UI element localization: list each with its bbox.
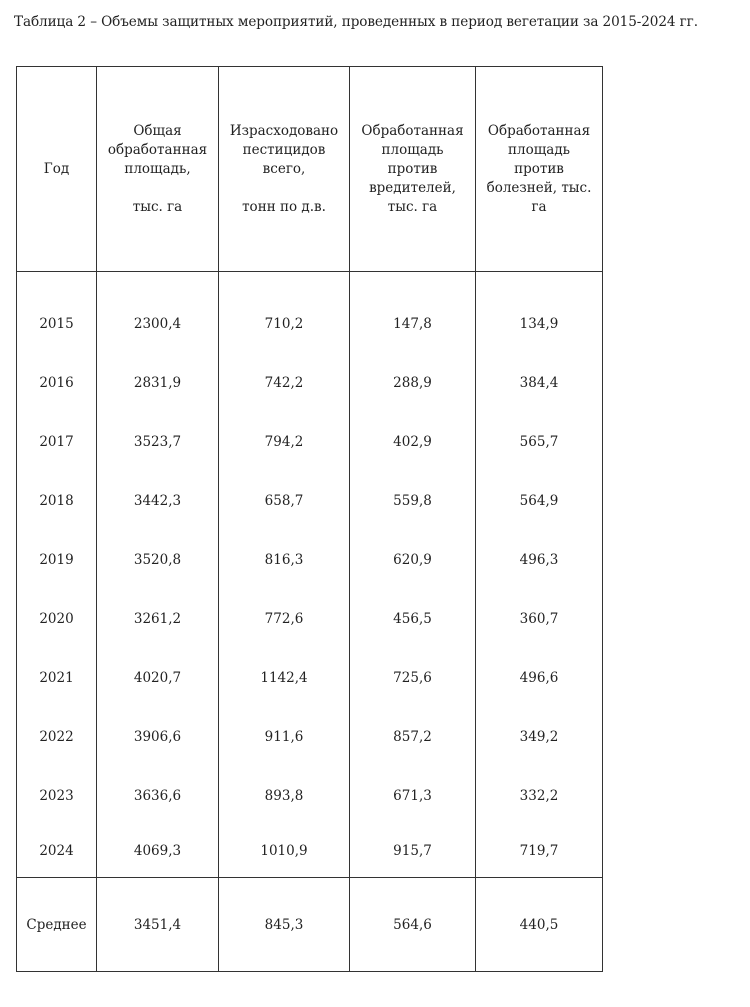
header-line: тонн по д.в.: [242, 198, 326, 215]
header-line: площадь,: [124, 160, 191, 177]
cell-pests-area: 620,9: [350, 531, 476, 590]
cell-pests-area: 915,7: [350, 825, 476, 878]
cell-total-area: 2831,9: [97, 354, 219, 413]
table-row-2019: [17, 531, 603, 590]
cell-total-area: 3442,3: [97, 472, 219, 531]
cell-year: 2018: [17, 472, 97, 531]
table-row-2024: [17, 825, 603, 878]
data-table: [16, 66, 603, 972]
table-row-2023: [17, 766, 603, 825]
header-line: всего,: [262, 160, 306, 177]
cell-total-area: 3636,6: [97, 766, 219, 825]
cell-total-area: 3451,4: [97, 878, 219, 972]
cell-diseases-area: 440,5: [476, 878, 603, 972]
header-line: тыс. га: [132, 198, 183, 215]
header-line: Обработанная: [361, 122, 464, 139]
header-line: площадь: [381, 141, 444, 158]
cell-pests-area: 456,5: [350, 589, 476, 648]
cell-pesticides: 893,8: [219, 766, 350, 825]
cell-pesticides: 658,7: [219, 472, 350, 531]
table-row-2017: [17, 413, 603, 472]
spacer-cell: [350, 272, 476, 296]
cell-pesticides: 742,2: [219, 354, 350, 413]
header-line: против: [514, 160, 564, 177]
cell-year: 2023: [17, 766, 97, 825]
table-row-2016: [17, 354, 603, 413]
header-diseases-area: [476, 67, 603, 272]
table-row-2022: [17, 707, 603, 766]
header-gap: [101, 179, 214, 198]
cell-year: 2019: [17, 531, 97, 590]
cell-year: 2015: [17, 295, 97, 354]
header-total-area: [97, 67, 219, 272]
cell-pesticides: 710,2: [219, 295, 350, 354]
cell-year: 2024: [17, 825, 97, 878]
cell-total-area: 3906,6: [97, 707, 219, 766]
cell-pesticides: 794,2: [219, 413, 350, 472]
cell-pesticides: 845,3: [219, 878, 350, 972]
cell-pests-area: 564,6: [350, 878, 476, 972]
header-line: Обработанная: [487, 122, 591, 139]
cell-year: 2020: [17, 589, 97, 648]
header-line: Общая: [133, 122, 182, 139]
cell-diseases-area: 564,9: [476, 472, 603, 531]
table-caption: Таблица 2 – Объемы защитных мероприятий, проведенных в период вегетации за 2015-2024 гг.: [14, 14, 698, 30]
header-line: площадь: [508, 141, 570, 158]
header-line: обработанная: [107, 141, 208, 158]
cell-diseases-area: 496,6: [476, 648, 603, 707]
cell-total-area: 3523,7: [97, 413, 219, 472]
cell-pests-area: 402,9: [350, 413, 476, 472]
header-line: вредителей,: [369, 179, 456, 196]
cell-total-area: 3520,8: [97, 531, 219, 590]
cell-year: 2016: [17, 354, 97, 413]
cell-year: 2017: [17, 413, 97, 472]
cell-year: 2021: [17, 648, 97, 707]
spacer-row: [17, 272, 603, 296]
spacer-cell: [476, 272, 603, 296]
cell-diseases-area: 360,7: [476, 589, 603, 648]
cell-diseases-area: 384,4: [476, 354, 603, 413]
table-row-average: [17, 878, 603, 972]
cell-pests-area: 559,8: [350, 472, 476, 531]
cell-pests-area: 857,2: [350, 707, 476, 766]
cell-diseases-area: 134,9: [476, 295, 603, 354]
header-gap: [223, 179, 345, 198]
header-line: болезней, тыс.: [486, 179, 592, 196]
spacer-cell: [219, 272, 350, 296]
header-line: пестицидов: [242, 141, 326, 158]
cell-average-label: Среднее: [17, 878, 97, 972]
cell-pesticides: 1010,9: [219, 825, 350, 878]
header-line: тыс. га: [387, 198, 438, 215]
cell-pesticides: 1142,4: [219, 648, 350, 707]
header-row: [17, 67, 603, 272]
cell-pesticides: 911,6: [219, 707, 350, 766]
header-line: Израсходовано: [229, 122, 339, 139]
header-line: Год: [43, 160, 70, 177]
cell-pesticides: 772,6: [219, 589, 350, 648]
header-pests-area: [350, 67, 476, 272]
header-year: [17, 67, 97, 272]
spacer-cell: [17, 272, 97, 296]
cell-diseases-area: 565,7: [476, 413, 603, 472]
header-line: га: [531, 198, 547, 215]
cell-pesticides: 816,3: [219, 531, 350, 590]
cell-pests-area: 147,8: [350, 295, 476, 354]
cell-diseases-area: 496,3: [476, 531, 603, 590]
table-row-2021: [17, 648, 603, 707]
cell-total-area: 4020,7: [97, 648, 219, 707]
table-row-2018: [17, 472, 603, 531]
cell-diseases-area: 332,2: [476, 766, 603, 825]
cell-year: 2022: [17, 707, 97, 766]
cell-pests-area: 671,3: [350, 766, 476, 825]
cell-pests-area: 725,6: [350, 648, 476, 707]
table-row-2020: [17, 589, 603, 648]
header-pesticides: [219, 67, 350, 272]
cell-total-area: 2300,4: [97, 295, 219, 354]
header-line: против: [387, 160, 438, 177]
cell-diseases-area: 349,2: [476, 707, 603, 766]
cell-diseases-area: 719,7: [476, 825, 603, 878]
table-row-2015: [17, 295, 603, 354]
cell-total-area: 4069,3: [97, 825, 219, 878]
cell-pests-area: 288,9: [350, 354, 476, 413]
spacer-cell: [97, 272, 219, 296]
cell-total-area: 3261,2: [97, 589, 219, 648]
